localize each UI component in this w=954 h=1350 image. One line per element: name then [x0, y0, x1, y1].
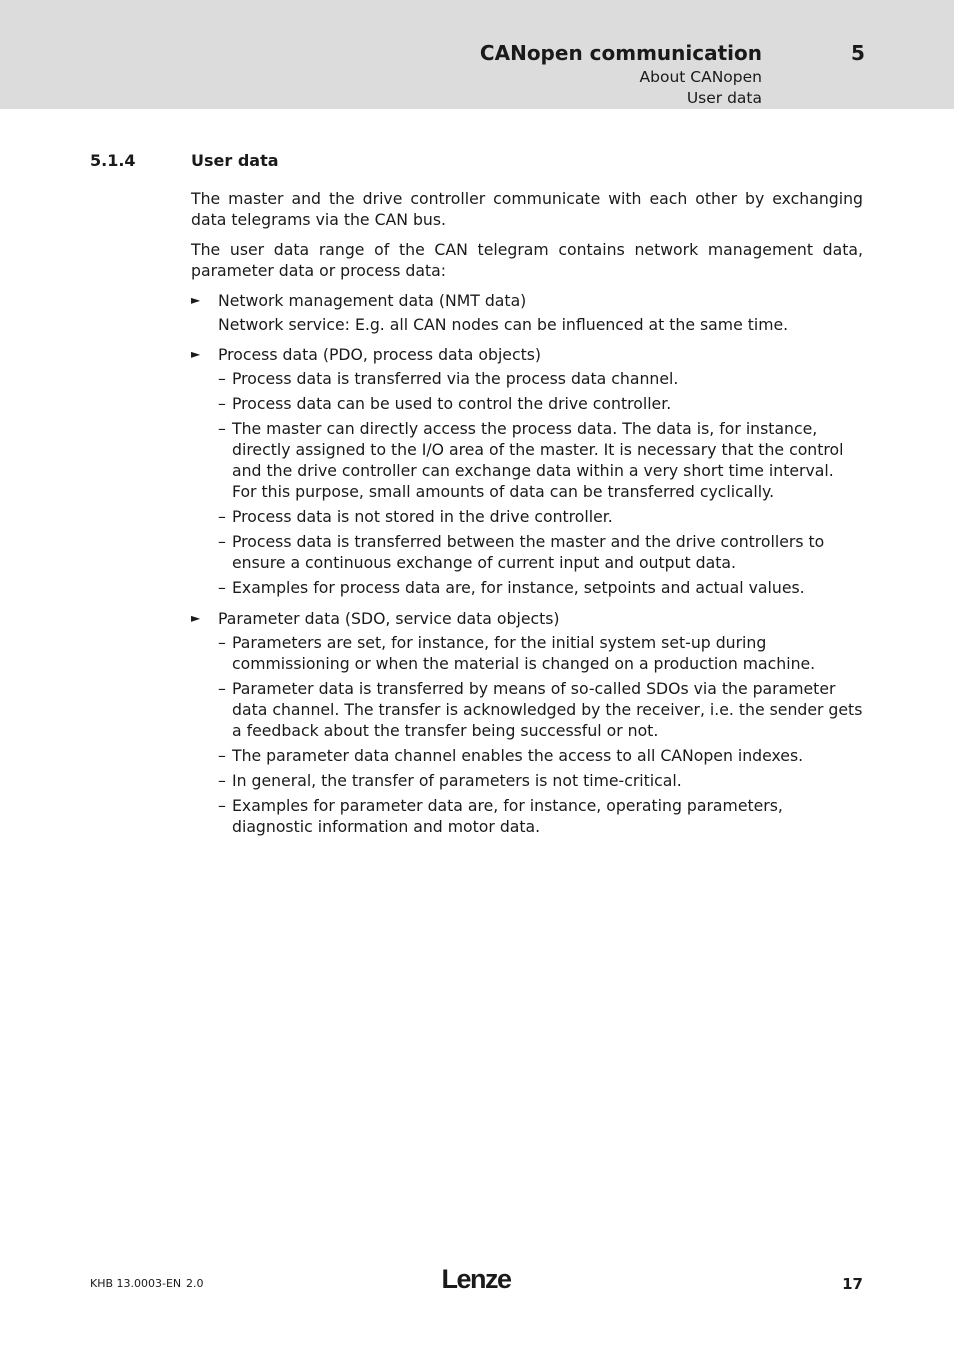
list-item	[218, 795, 863, 837]
dash-marker: –	[218, 746, 226, 765]
bullet-marker-icon: ►	[191, 347, 201, 361]
page-number: 17	[842, 1275, 863, 1293]
document-version: 2.0	[186, 1277, 204, 1290]
section-number: 5.1.4	[90, 151, 136, 170]
logo-text: Lenze	[441, 1264, 511, 1294]
dash-marker: –	[218, 578, 226, 597]
document-id: KHB 13.0003-EN	[90, 1277, 182, 1290]
list-item	[218, 678, 863, 741]
bullet-description: Network service: E.g. all CAN nodes can be influenced at the same time.	[218, 315, 789, 334]
header-subtitle-topic: User data	[686, 89, 762, 107]
list-item	[218, 393, 863, 414]
list-item-text: The parameter data channel enables the access to all CANopen indexes.	[232, 746, 804, 765]
dash-marker: –	[218, 532, 226, 551]
section-title: User data	[191, 151, 279, 170]
list-item-text: Parameters are set, for instance, for the initial system set-up during commissioning or when the material is changed on a production machine.	[232, 633, 816, 673]
list-item	[218, 632, 863, 674]
chapter-title: CANopen communication	[479, 41, 762, 65]
sdo-list	[218, 632, 863, 837]
user-data-paragraph: The user data range of the CAN telegram contains network management data, parameter data or process data:	[191, 240, 863, 280]
body-content	[191, 188, 863, 847]
list-item	[218, 531, 863, 573]
bullet-label: Parameter data (SDO, service data objects)	[218, 609, 560, 628]
pdo-list	[218, 368, 863, 598]
list-item-text: The master can directly access the process data. The data is, for instance, directly assigned to the I/O area of the master. It is necessary that the control and the drive controller can exchange data within a very short time interval. For this purpose, small amounts of data can be transferred cyclically.	[232, 419, 844, 501]
list-item-text: Process data is transferred via the process data channel.	[232, 369, 679, 388]
list-item	[218, 577, 863, 598]
list-item-text: Process data is not stored in the drive controller.	[232, 507, 613, 526]
list-item-text: In general, the transfer of parameters is not time-critical.	[232, 771, 682, 790]
list-item-text: Parameter data is transferred by means of so-called SDOs via the parameter data channel. The transfer is acknowledged by the receiver, i.e. the sender gets a feedback about the transfer being successful or not.	[232, 679, 863, 740]
dash-marker: –	[218, 419, 226, 438]
list-item-text: Examples for parameter data are, for instance, operating parameters, diagnostic information and motor data.	[232, 796, 783, 836]
list-item	[218, 745, 863, 766]
lenze-logo	[436, 1261, 516, 1295]
dash-marker: –	[218, 796, 226, 815]
list-item	[218, 418, 863, 502]
chapter-number: 5	[851, 41, 865, 65]
dash-marker: –	[218, 369, 226, 388]
bullet-label: Network management data (NMT data)	[218, 291, 527, 310]
list-item-text: Examples for process data are, for instance, setpoints and actual values.	[232, 578, 805, 597]
list-item	[218, 506, 863, 527]
list-item	[218, 368, 863, 389]
dash-marker: –	[218, 771, 226, 790]
bullet-label: Process data (PDO, process data objects)	[218, 345, 542, 364]
dash-marker: –	[218, 507, 226, 526]
dash-marker: –	[218, 679, 226, 698]
bullet-pdo	[191, 344, 863, 365]
list-item	[218, 770, 863, 791]
bullet-marker-icon: ►	[191, 293, 201, 307]
bullet-sdo	[191, 608, 863, 629]
header-band	[0, 0, 954, 109]
dash-marker: –	[218, 633, 226, 652]
list-item-text: Process data is transferred between the master and the drive controllers to ensure a continuous exchange of current input and output data.	[232, 532, 825, 572]
header-subtitle-section: About CANopen	[639, 68, 762, 86]
list-item-text: Process data can be used to control the drive controller.	[232, 394, 672, 413]
intro-paragraph: The master and the drive controller communicate with each other by exchanging data telegrams via the CAN bus.	[191, 189, 863, 229]
bullet-nmt	[191, 290, 863, 311]
dash-marker: –	[218, 394, 226, 413]
bullet-marker-icon: ►	[191, 611, 201, 625]
